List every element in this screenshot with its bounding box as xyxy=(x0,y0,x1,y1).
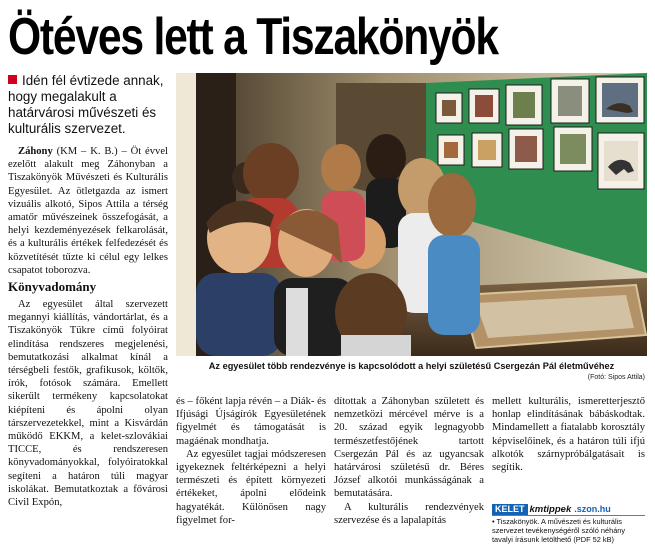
article-column-2 xyxy=(176,395,326,527)
kelet-logo: KELET xyxy=(492,504,528,515)
intro-text: (KM – K. B.) – Öt évvel ezelőtt alakult meg Záhonyban a Tiszakönyök Művészeti és Kulturális Egyesület. Az ötletgazda az ismert vizuális alkotó, Sipos Attila a térség amatőr művészeinek összefogását, a helyi kezdeményezések felkarolását, és a kulturális értékek felfedezését és közvetítését tűzte ki célul egy lelkes csapatot toborozva. xyxy=(8,146,168,276)
body-paragraph: mellett kulturális, ismeretterjesztő honlap elindításának bábáskodtak. Mindamellett a fiatalabb korosztály képviselőinek, és a határon túli ifjú alkotók szárnypróbálgatásait is segítik. xyxy=(492,396,645,474)
intro-paragraph xyxy=(8,145,168,277)
kelet-tip-text: • Tiszakönyök. A művészeti és kulturális szervezet tevékenységéről szóló néhány tavalyi írásunk letölthető (PDF 52 kB) xyxy=(492,517,626,544)
dateline: Záhony xyxy=(18,146,53,157)
photo-gallery-visitors xyxy=(176,73,647,356)
kelet-tip-box[interactable] xyxy=(492,503,645,544)
body-paragraph: A kulturális rendezvények szervezése és a lapalapítás xyxy=(334,501,484,526)
article-column-4 xyxy=(492,395,645,474)
headline: Ötéves lett a Tiszakönyök xyxy=(8,8,498,66)
photo-credit: (Fotó: Sipos Attila) xyxy=(587,374,645,381)
body-paragraph: Az egyesület által szervezett megannyi kiállítás, vándortárlat, és a Tiszakönyök Tükre című folyóirat elindítása rendszeres megjelenési, bemutatkozási alkalmat kínál a térségbeli festők, grafikusok, költők, írók, fotósok számára. Emellett sikerült termékeny kapcsolatokat kiépíteni és ápolni olyan társzervezetekkel, mint a Kisvárdán működő EKKM, a kelet-szlovákiai TICCE, és rendszeresen könyvadományokkal, folyóiratokkal segíteni a határon túli magyar iskolákat. Bemutatkoztak a fővárosi Civil Expón, xyxy=(8,299,168,509)
body-paragraph: Az egyesület tagjai módszeresen igyekeznek feltérképezni a helyi természeti és épített környezeti értékeket, ápolni elődeink hagyatékát. Különösen nagy figyelmet for- xyxy=(176,448,326,526)
lead-text: Idén fél évtizede annak, hogy megalakult a határvárosi művészeti és kulturális szervezet. xyxy=(8,73,164,136)
body-paragraph: és – főként lapja révén – a Diák- és Ifjúsági Újságírók Egyesületének figyelmét és támogatását is magáénak mondhatja. xyxy=(176,396,326,447)
szon-url[interactable]: .szon.hu xyxy=(574,503,611,514)
body-paragraph: dítottak a Záhonyban született és nemzetközi mércével mérve is a 20. század egyik legnagyobb természetfestőjének tartott Csergezán Pál és az ugyancsak határvárosi születésű dr. Béres József alkotói munkásságának a bemutatására. xyxy=(334,396,484,500)
article-column-3 xyxy=(334,395,484,527)
article-photo xyxy=(176,73,647,356)
lead-paragraph xyxy=(8,73,168,137)
article-column-1 xyxy=(8,145,168,535)
photo-caption: Az egyesület több rendezvénye is kapcsolódott a helyi születésű Csergezán Pál életművéhez xyxy=(208,361,615,371)
red-square-marker xyxy=(8,75,17,84)
kelet-tip-header xyxy=(492,503,645,516)
kmtippek-label: kmtippek xyxy=(529,503,572,515)
subhead-konyvadomany: Könyvadomány xyxy=(8,279,97,295)
